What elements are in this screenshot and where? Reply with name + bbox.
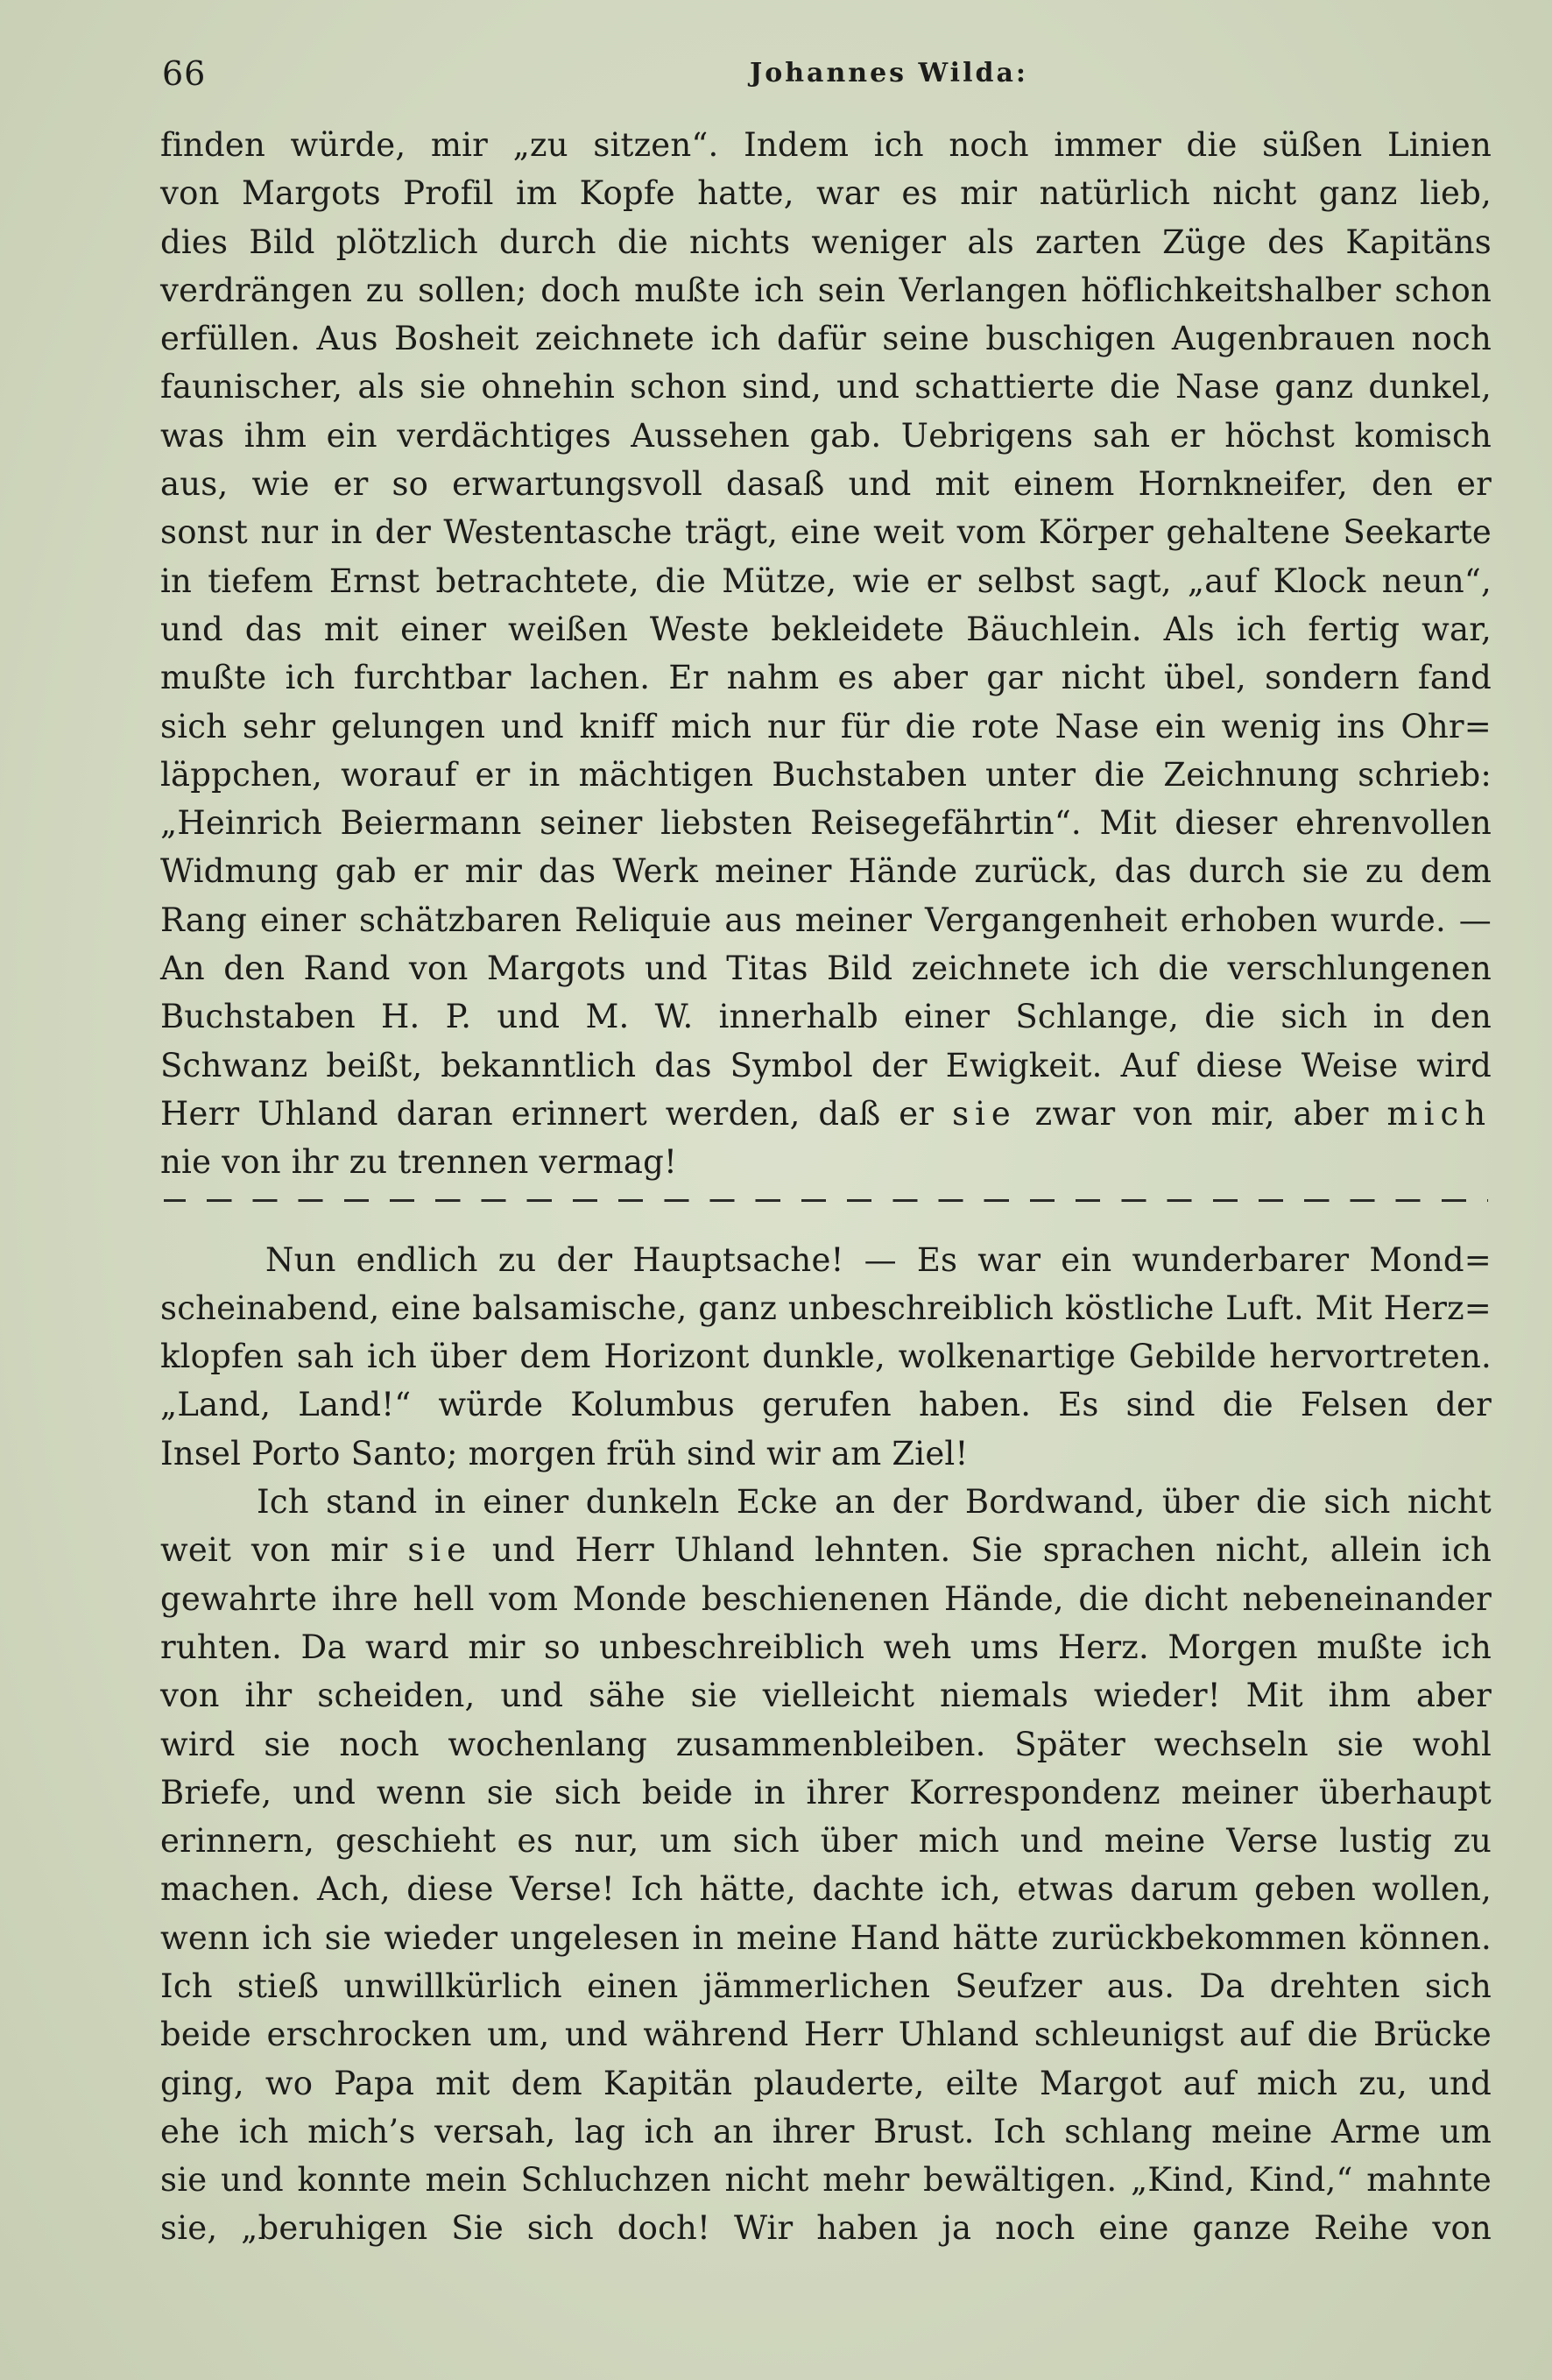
text-line: wird sie noch wochenlang zusammenbleiben. Später wechseln sie wohl: [160, 1725, 1492, 1763]
text-line: Rang einer schätzbaren Reliquie aus meiner Vergangenheit erhoben wurde. —: [160, 900, 1492, 939]
text-line: von ihr scheiden, und sähe sie vielleicht niemals wieder! Mit ihm aber: [160, 1677, 1492, 1715]
section-divider: [160, 1187, 1492, 1236]
text-line: sonst nur in der Westentasche trägt, eine weit vom Körper gehaltene Seekarte: [160, 513, 1492, 552]
text-line: sie, „beruhigen Sie sich doch! Wir haben ja noch eine ganze Reihe von: [160, 2209, 1492, 2248]
text-line: Briefe, und wenn sie sich beide in ihrer Korrespondenz meiner überhaupt: [160, 1773, 1492, 1811]
text-line: beide erschrocken um, und während Herr Uhland schleunigst auf die Brücke: [160, 2016, 1492, 2054]
text-line: in tiefem Ernst betrachtete, die Mütze, wie er selbst sagt, „auf Klock neun“,: [160, 561, 1492, 600]
spaced-word: mich: [1386, 1094, 1492, 1133]
text-line: und das mit einer weißen Weste bekleidete Bäuchlein. Als ich fertig war,: [160, 610, 1492, 648]
text-line: aus, wie er so erwartungsvoll dasaß und mit einem Hornkneifer, den er: [160, 465, 1492, 504]
text-line: ruhten. Da ward mir so unbeschreiblich weh ums Herz. Morgen mußte ich: [160, 1628, 1492, 1666]
text-fragment: Herr Uhland daran erinnert werden, daß er: [160, 1094, 935, 1133]
running-head: [162, 54, 1485, 107]
body-text: [160, 121, 1492, 2253]
paragraph-1: [160, 121, 1492, 1187]
text-line: sich sehr gelungen und kniff mich nur für die rote Nase ein wenig ins Ohr=: [160, 707, 1492, 745]
text-fragment: weit von mir: [160, 1531, 388, 1570]
text-line: ging, wo Papa mit dem Kapitän plauderte, eilte Margot auf mich zu, und: [160, 2064, 1492, 2102]
text-line: Nun endlich zu der Hauptsache! — Es war ein wunderbarer Mond=: [265, 1240, 1492, 1279]
text-line: mußte ich furchtbar lachen. Er nahm es aber gar nicht übel, sondern fand: [160, 659, 1492, 697]
text-line: ehe ich mich’s versah, lag ich an ihrer Brust. Ich schlang meine Arme um: [160, 2112, 1492, 2150]
text-line: [160, 1526, 1492, 1574]
text-line: was ihm ein verdächtiges Aussehen gab. Uebrigens sah er höchst komisch: [160, 416, 1492, 455]
text-line: An den Rand von Margots und Titas Bild zeichnete ich die verschlungenen: [160, 950, 1492, 988]
text-line: läppchen, worauf er in mächtigen Buchstaben unter die Zeichnung schrieb:: [160, 755, 1492, 794]
paragraph-2: [160, 1236, 1492, 1478]
text-line: Schwanz beißt, bekanntlich das Symbol der Ewigkeit. Auf diese Weise wird: [160, 1046, 1492, 1084]
text-line: machen. Ach, diese Verse! Ich hätte, dachte ich, etwas darum geben wollen,: [160, 1870, 1492, 1909]
text-line: [160, 1090, 1492, 1138]
text-fragment: zwar von mir, aber: [1034, 1094, 1369, 1133]
text-line: gewahrte ihre hell vom Monde beschienenen Hände, die dicht nebeneinander: [160, 1579, 1492, 1618]
page-number: 66: [162, 54, 207, 93]
text-line: verdrängen zu sollen; doch mußte ich sein Verlangen höflichkeitshalber schon: [160, 271, 1492, 309]
text-fragment: und Herr Uhland lehnten. Sie sprachen nicht, allein ich: [491, 1531, 1492, 1570]
text-line: faunischer, als sie ohnehin schon sind, und schattierte die Nase ganz dunkel,: [160, 368, 1492, 406]
spaced-word: sie: [952, 1094, 1017, 1133]
text-line: erfüllen. Aus Bosheit zeichnete ich dafür seine buschigen Augenbrauen noch: [160, 320, 1492, 358]
paragraph-3: [160, 1478, 1492, 2253]
text-line: „Heinrich Beiermann seiner liebsten Reisegefährtin“. Mit dieser ehrenvollen: [160, 804, 1492, 843]
text-line: sie und konnte mein Schluchzen nicht mehr bewältigen. „Kind, Kind,“ mahnte: [160, 2161, 1492, 2200]
running-title: Johannes Wilda:: [750, 58, 1028, 88]
text-line: Buchstaben H. P. und M. W. innerhalb einer Schlange, die sich in den: [160, 998, 1492, 1036]
text-line: erinnern, geschieht es nur, um sich über mich und meine Verse lustig zu: [160, 1822, 1492, 1861]
text-line: „Land, Land!“ würde Kolumbus gerufen haben. Es sind die Felsen der: [160, 1386, 1492, 1424]
spaced-word: sie: [407, 1531, 473, 1570]
text-line: nie von ihr zu trennen vermag!: [160, 1143, 678, 1182]
text-line: von Margots Profil im Kopfe hatte, war es mir natürlich nicht ganz lieb,: [160, 174, 1492, 213]
text-line: finden würde, mir „zu sitzen“. Indem ich noch immer die süßen Linien: [160, 126, 1492, 164]
text-line: scheinabend, eine balsamische, ganz unbeschreiblich köstliche Luft. Mit Herz=: [160, 1289, 1492, 1327]
text-line: dies Bild plötzlich durch die nichts weniger als zarten Züge des Kapitäns: [160, 222, 1492, 261]
text-line: Insel Porto Santo; morgen früh sind wir am Ziel!: [160, 1434, 969, 1472]
text-line: klopfen sah ich über dem Horizont dunkle, wolkenartige Gebilde hervortreten.: [160, 1338, 1492, 1376]
text-line: Ich stieß unwillkürlich einen jämmerlichen Seufzer aus. Da drehten sich: [160, 1967, 1492, 2005]
text-line: wenn ich sie wieder ungelesen in meine Hand hätte zurückbekommen können.: [160, 1918, 1492, 1957]
text-line: Ich stand in einer dunkeln Ecke an der Bordwand, über die sich nicht: [257, 1483, 1492, 1522]
text-line: Widmung gab er mir das Werk meiner Hände zurück, das durch sie zu dem: [160, 852, 1492, 891]
